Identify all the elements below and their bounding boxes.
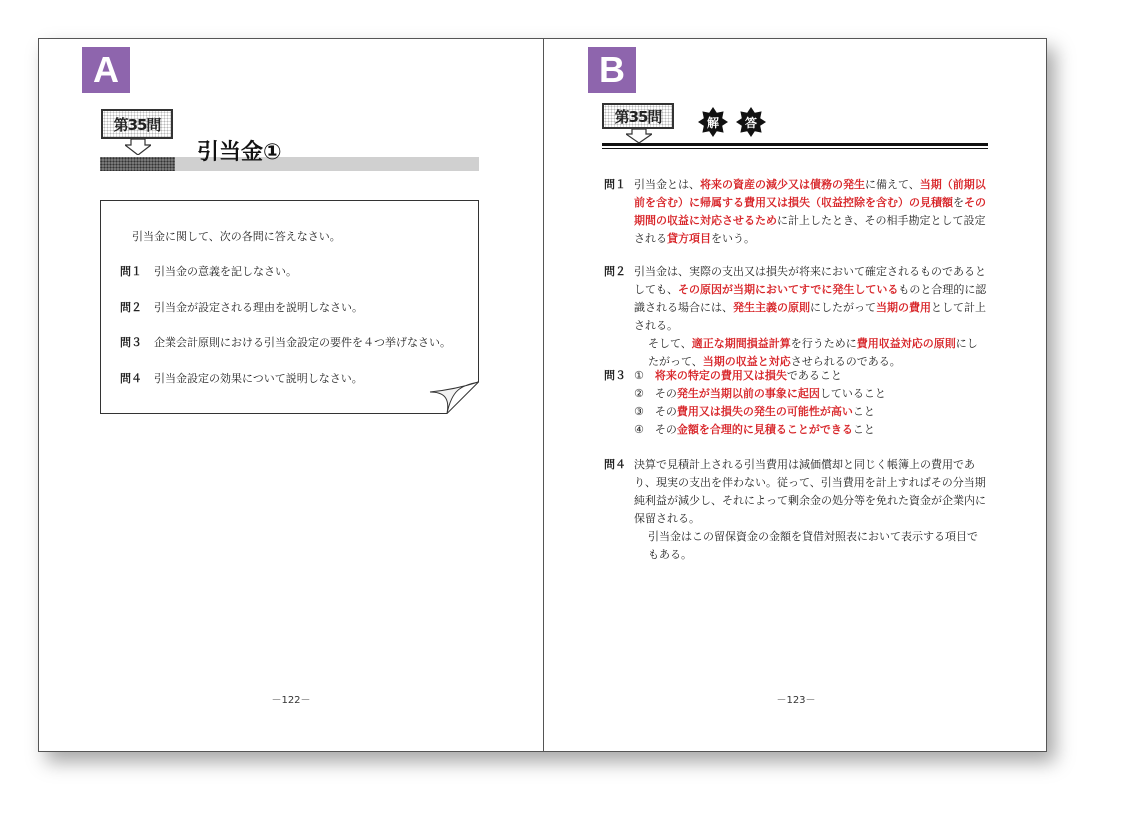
emphasis-text: 費用収益対応の原則 [856,337,956,350]
answer-q3 [604,367,988,439]
emphasis-text: その期間の収益に対応させるため [634,196,986,227]
right-page [544,39,1048,751]
answer-list [634,367,988,439]
answer-paragraph [634,335,988,371]
question-text: 引当金が設定される理由を説明しなさい。 [154,301,363,314]
question-intro: 引当金に関して、次の各問に答えなさい。 [132,230,341,243]
body-text: であること [786,369,842,382]
body-text: を [953,196,964,209]
body-text: ④ その [634,423,677,436]
page-number: －122－ [271,695,311,706]
answer-number: 問２ [604,265,626,278]
body-text: ③ その [634,405,677,418]
body-text: ものと合理的に認識される場合には、 [634,283,987,314]
answer-q2 [604,263,988,371]
title-bar-accent [100,157,175,171]
list-item [634,385,988,403]
heading-rule [602,143,988,146]
answer-char: 答 [744,115,757,130]
answer-text [634,263,988,371]
body-text: をいう。 [711,232,755,245]
question-number: 問１ [120,265,142,278]
question-text: 引当金設定の効果について説明しなさい。 [154,372,363,385]
emphasis-text: 貸方項目 [667,232,711,245]
emphasis-text: 当期（前期以前を含む）に帰属する費用又は損失（収益控除を含む）の見積額 [634,178,986,209]
body-text: こと [852,423,875,436]
body-text: 引当金は、実際の支出又は損失が将来において確定されるものであるとしても、 [634,265,986,296]
left-page [39,39,543,751]
body-text: そして、 [648,337,692,350]
answer-q1 [604,176,988,248]
question-item [120,334,451,350]
question-box [100,200,479,414]
emphasis-text: 金額を合理的に見積ることができる [676,423,853,436]
page-title: 引当金① [197,140,282,165]
question-text: 引当金の意義を記しなさい。 [154,265,297,278]
emphasis-text: 将来の資産の減少又は債務の発生 [700,178,865,191]
body-text: ② その [634,387,677,400]
tab-arrow-icon [125,139,151,155]
question-number: 問３ [120,336,142,349]
question-text: 企業会計原則における引当金設定の要件を４つ挙げなさい。 [154,336,451,349]
answer-text [634,456,988,564]
answer-paragraph: 引当金はこの留保資金の金額を貸借対照表において表示する項目でもある。 [648,530,978,561]
question-number: 問４ [120,372,142,385]
body-text: こと [852,405,875,418]
answer-char: 解 [706,115,719,130]
emphasis-text: その原因が当期においてすでに発生している [678,283,899,296]
body-text: にしたがって [810,301,876,314]
body-text: していること [819,387,886,400]
body-text: に計上したとき、その相手勘定として設定される [634,214,986,245]
answer-number: 問３ [604,369,626,382]
question-item [120,370,363,386]
question-number-tab: 第35問 [101,109,173,139]
page-number: －123－ [776,695,816,706]
answer-burst [736,107,766,137]
emphasis-text: 適正な期間損益計算 [691,337,791,350]
page-badge-b: B [588,47,636,93]
body-text: として計上される。 [634,301,986,332]
question-number-tab: 第35問 [602,103,674,129]
emphasis-text: 当期の費用 [876,301,931,314]
emphasis-text: 費用又は損失の発生の可能性が高い [676,405,853,418]
heading-rule-thin [602,148,988,149]
book-spread [38,38,1047,752]
body-text: に備えて、 [865,178,920,191]
body-text: ① [634,369,655,382]
answer-q4 [604,456,988,564]
page-badge-a: A [82,47,130,93]
answer-number: 問４ [604,458,626,471]
list-item [634,403,988,421]
emphasis-text: 発生が当期以前の事象に起因 [676,387,820,400]
list-item [634,421,988,439]
body-text: にしたがって、 [648,337,978,368]
answer-burst [698,107,728,137]
body-text: 引当金とは、 [634,178,700,191]
answer-text [634,176,988,248]
question-item [120,263,297,279]
answer-heading [698,107,766,137]
body-text: を行うために [790,337,857,350]
answer-paragraph: 決算で見積計上される引当費用は減価償却と同じく帳簿上の費用であり、現実の支出を伴わない。従って、引当費用を計上すればその分当期純利益が減少し、それによって剰余金の処分等を免れた資金が企業内に保留される。 [634,458,986,525]
emphasis-text: 発生主義の原則 [733,301,810,314]
emphasis-text: 将来の特定の費用又は損失 [654,369,787,382]
body-text: させられるのである。 [790,355,901,368]
answer-paragraph [634,263,988,335]
question-number: 問２ [120,301,142,314]
list-item [634,367,988,385]
emphasis-text: 当期の収益と対応 [702,355,791,368]
answer-number: 問１ [604,178,626,191]
question-item [120,299,363,315]
tab-arrow-icon [626,129,652,143]
